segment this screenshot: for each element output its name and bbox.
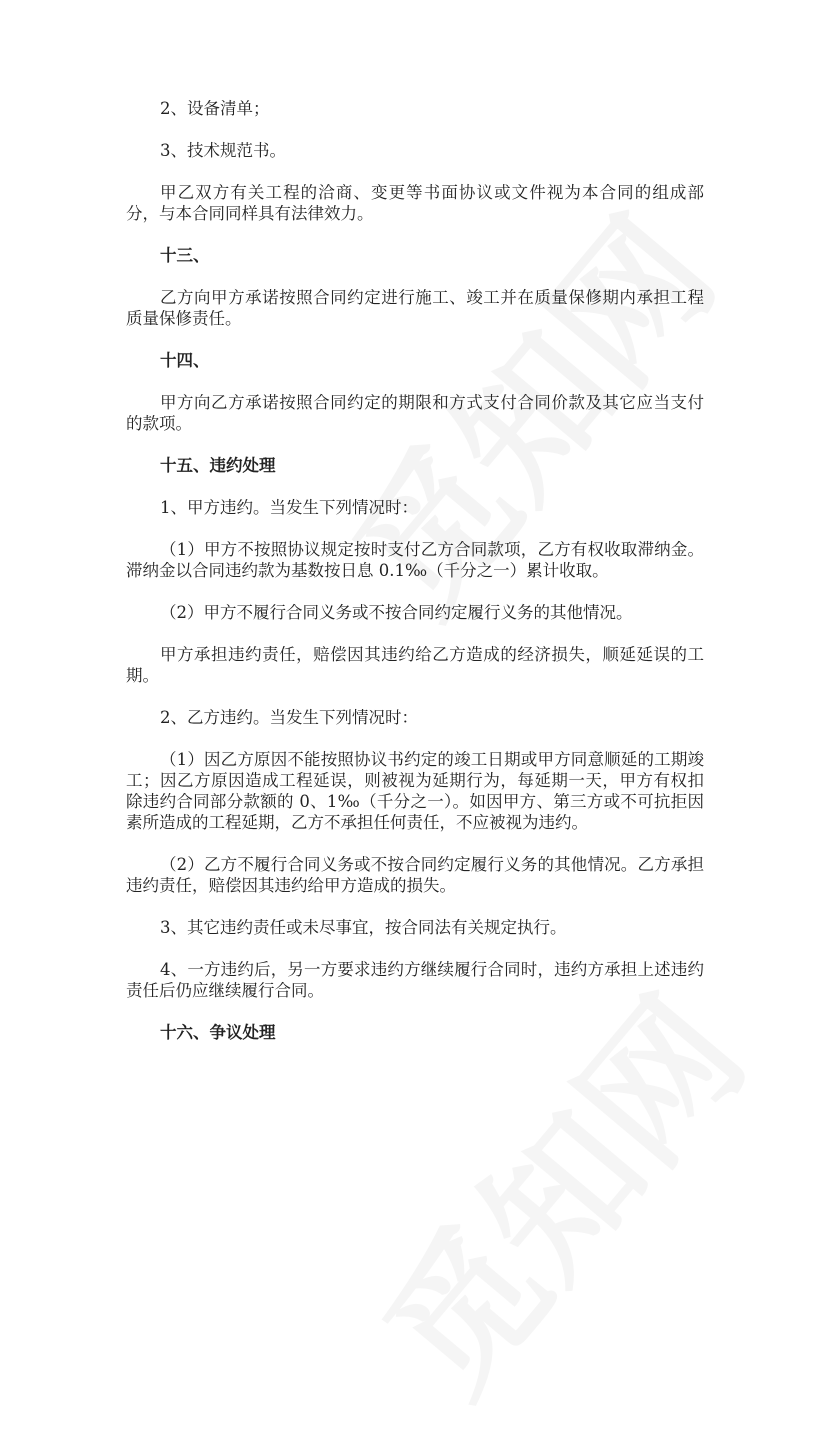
heading-text: 十六、争议处理 bbox=[160, 1023, 276, 1042]
text-line: 3、技术规范书。 bbox=[160, 141, 286, 160]
text-line: 4、一方违约后，另一方要求违约方继续履行合同时，违约方承担上述违约 bbox=[160, 960, 704, 979]
clause-client-breach-2 bbox=[126, 602, 704, 623]
paragraph-client-commitment bbox=[126, 392, 704, 434]
text-line: （2）甲方不履行合同义务或不按合同约定履行义务的其他情况。 bbox=[160, 603, 633, 622]
text-line: 除违约合同部分款额的 0、1‰（千分之一）。如因甲方、第三方或不可抗拒因 bbox=[126, 792, 704, 811]
text-line: 乙方向甲方承诺按照合同约定进行施工、竣工并在质量保修期内承担工程 bbox=[160, 288, 704, 307]
text-line: 工；因乙方原因造成工程延误，则被视为延期行为，每延期一天，甲方有权扣 bbox=[126, 771, 704, 790]
section-heading-13 bbox=[126, 245, 704, 266]
list-item-other-breach bbox=[126, 917, 704, 938]
text-line: 期。 bbox=[126, 666, 159, 685]
clause-contractor-breach-2 bbox=[126, 854, 704, 896]
heading-text: 十三、 bbox=[160, 246, 210, 265]
section-heading-15 bbox=[126, 455, 704, 476]
text-line: 3、其它违约责任或未尽事宜，按合同法有关规定执行。 bbox=[160, 918, 567, 937]
text-line: 滞纳金以合同违约款为基数按日息 0.1‰（千分之一）累计收取。 bbox=[126, 561, 609, 580]
paragraph-contractor-commitment bbox=[126, 287, 704, 329]
list-item-equipment bbox=[126, 98, 704, 119]
section-heading-14 bbox=[126, 350, 704, 371]
list-item-client-breach bbox=[126, 497, 704, 518]
text-line: 甲方承担违约责任，赔偿因其违约给乙方造成的经济损失，顺延延误的工 bbox=[160, 645, 704, 664]
document-page bbox=[126, 98, 704, 1064]
text-line: 2、乙方违约。当发生下列情况时： bbox=[160, 708, 418, 727]
list-item-technical-spec bbox=[126, 140, 704, 161]
text-line: 分，与本合同同样具有法律效力。 bbox=[126, 204, 374, 223]
text-line: （1）因乙方原因不能按照协议书约定的竣工日期或甲方同意顺延的工期竣 bbox=[160, 750, 704, 769]
text-line: 违约责任，赔偿因其违约给甲方造成的损失。 bbox=[126, 876, 456, 895]
text-line: 甲乙双方有关工程的洽商、变更等书面协议或文件视为本合同的组成部 bbox=[160, 183, 704, 202]
text-line: （1）甲方不按照协议规定按时支付乙方合同款项，乙方有权收取滞纳金。 bbox=[160, 540, 704, 559]
heading-text: 十四、 bbox=[160, 351, 210, 370]
list-item-continued-performance bbox=[126, 959, 704, 1001]
paragraph-client-liability bbox=[126, 644, 704, 686]
text-line: 的款项。 bbox=[126, 414, 192, 433]
text-line: 甲方向乙方承诺按照合同约定的期限和方式支付合同价款及其它应当支付 bbox=[160, 393, 704, 412]
list-item-contractor-breach bbox=[126, 707, 704, 728]
text-line: （2）乙方不履行合同义务或不按合同约定履行义务的其他情况。乙方承担 bbox=[160, 855, 704, 874]
text-line: 素所造成的工程延期，乙方不承担任何责任，不应被视为违约。 bbox=[126, 813, 588, 832]
text-line: 责任后仍应继续履行合同。 bbox=[126, 981, 324, 1000]
text-line: 质量保修责任。 bbox=[126, 309, 242, 328]
paragraph-amendments bbox=[126, 182, 704, 224]
clause-client-breach-1 bbox=[126, 539, 704, 581]
text-line: 2、设备清单； bbox=[160, 99, 270, 118]
text-line: 1、甲方违约。当发生下列情况时： bbox=[160, 498, 418, 517]
section-heading-16 bbox=[126, 1022, 704, 1043]
heading-text: 十五、违约处理 bbox=[160, 456, 276, 475]
clause-contractor-breach-1 bbox=[126, 749, 704, 833]
